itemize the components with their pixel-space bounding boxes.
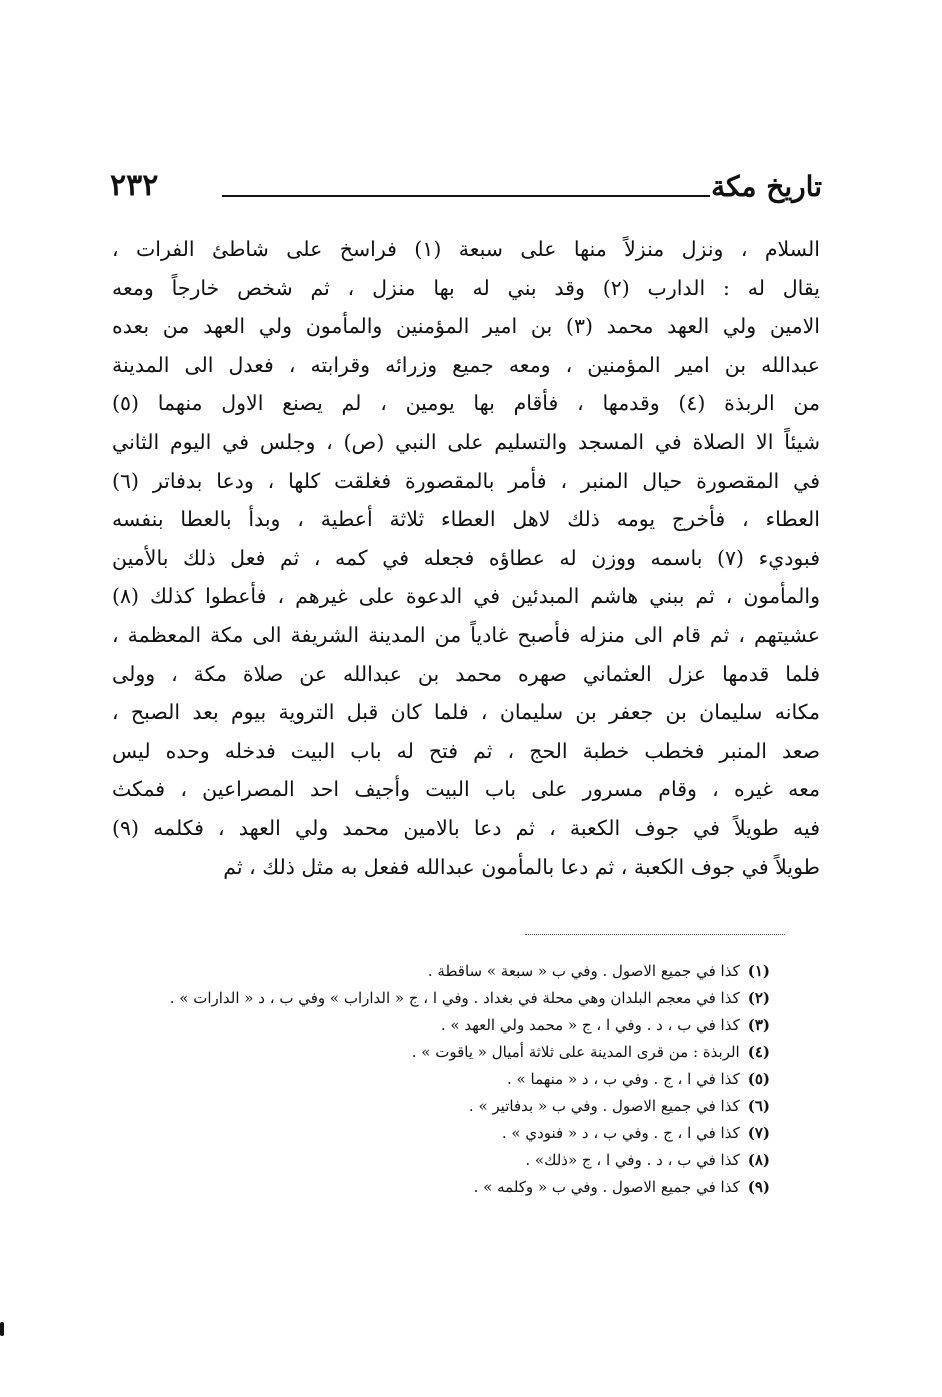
footnote	[110, 1120, 770, 1147]
footnote-text: كذا في معجم البلدان وهي محلة في بغداد . وفي ا ، ج « الداراب » وفي ب ، د « الدارات » .	[169, 989, 740, 1007]
footnote-text: كذا في ب ، د . وفي ا ، ج « محمد ولي العهد » .	[440, 1016, 740, 1034]
footnote-number: (٧)	[747, 1124, 770, 1142]
text-line: في المقصورة حيال المنبر ، فأمر بالمقصورة فغلقت كلها ، ودعا بدفاتر (٦)	[112, 468, 820, 493]
text-line: الامين ولي العهد محمد (٣) بن امير المؤمنين والمأمون ولي العهد من بعده	[112, 314, 820, 339]
running-title: تاريخ مكة	[711, 170, 822, 203]
scan-mark	[0, 1322, 4, 1336]
footnote-divider	[525, 934, 785, 935]
text-line: عبدالله بن امير المؤمنين ، ومعه جميع وزرائه وقرابته ، فعدل الى المدينة	[112, 352, 820, 377]
text-line: فبوديء (٧) باسمه ووزن له عطاؤه فجعله في كمه ، ثم فعل ذلك بالأمين	[112, 545, 820, 570]
footnote	[110, 1093, 770, 1120]
footnote-number: (٩)	[747, 1178, 770, 1196]
text-line: السلام ، ونزل منزلاً منها على سبعة (١) فراسخ على شاطئ الفرات ،	[112, 237, 820, 261]
text-line: فلما قدمها عزل العثماني صهره محمد بن عبدالله عن صلاة مكة ، وولى	[112, 661, 820, 686]
text-line: صعد المنبر فخطب خطبة الحج ، ثم فتح له باب البيت فدخله وحده ليس	[112, 738, 820, 763]
footnote-text: كذا في جميع الاصول . وفي ب « سبعة » ساقطة .	[427, 962, 740, 980]
footnote	[110, 958, 770, 985]
footnote-text: الربذة : من قرى المدينة على ثلاثة أميال « ياقوت » .	[411, 1043, 740, 1061]
text-line: العطاء ، فأخرج يومه ذلك لاهل العطاء ثلاثة أعطية ، وبدأ بالعطا بنفسه	[112, 507, 820, 532]
text-line: شيئاً الا الصلاة في المسجد والتسليم على النبي (ص) ، وجلس في اليوم الثاني	[112, 429, 820, 454]
footnote	[110, 1066, 770, 1093]
text-line: مكانه سليمان بن جعفر بن سليمان ، فلما كان قبل التروية بيوم بعد الصبح ،	[112, 700, 820, 725]
footnote-number: (٢)	[747, 989, 770, 1007]
footnote-text: كذا في ا ، ج . وفي ب ، د « فنودي » .	[501, 1124, 740, 1142]
text-line: طويلاً في جوف الكعبة ، ثم دعا بالمأمون عبدالله ففعل به مثل ذلك ، ثم	[223, 854, 820, 879]
footnote-number: (٨)	[747, 1151, 770, 1169]
footnotes	[110, 958, 770, 1201]
footnote-number: (٤)	[747, 1043, 770, 1061]
text-line: والمأمون ، ثم ببني هاشم المبدئين في الدعوة على غيرهم ، فأعطوا كذلك (٨)	[112, 584, 820, 609]
footnote-number: (٥)	[747, 1070, 770, 1088]
header-rule	[222, 195, 710, 197]
footnote-text: كذا في ا ، ج . وفي ب ، د « منهما » .	[507, 1070, 740, 1088]
footnote-text: كذا في جميع الاصول . وفي ب « بدفاتير » .	[468, 1097, 740, 1115]
text-line: عشيتهم ، ثم قام الى منزله فأصبح غادياً من المدينة الشريفة الى مكة المعظمة ،	[112, 622, 820, 647]
footnote-text: كذا في جميع الاصول . وفي ب « وكلمه » .	[473, 1178, 740, 1196]
footnote	[110, 985, 770, 1012]
footnote-number: (٦)	[747, 1097, 770, 1115]
footnote	[110, 1174, 770, 1201]
footnote-number: (٣)	[747, 1016, 770, 1034]
text-line: معه غيره ، وقام مسرور على باب البيت وأجيف احد المصراعين ، فمكث	[112, 777, 820, 802]
running-header	[110, 168, 822, 212]
text-line: يقال له : الدارب (٢) وقد بني له بها منزل ، ثم شخص خارجاً ومعه	[112, 275, 820, 300]
footnote-number: (١)	[747, 962, 770, 980]
footnote	[110, 1012, 770, 1039]
text-line: فيه طويلاً في جوف الكعبة ، ثم دعا بالامين محمد ولي العهد ، فكلمه (٩)	[112, 815, 820, 840]
footnote-text: كذا في ب ، د . وفي ا ، ج «ذلك» .	[525, 1151, 740, 1169]
text-line: من الربذة (٤) وقدمها ، فأقام بها يومين ، لم يصنع الاول منهما (٥)	[112, 391, 820, 416]
main-text	[112, 230, 820, 886]
footnote	[110, 1147, 770, 1174]
page-number: ٢٣٢	[110, 168, 159, 203]
footnote	[110, 1039, 770, 1066]
